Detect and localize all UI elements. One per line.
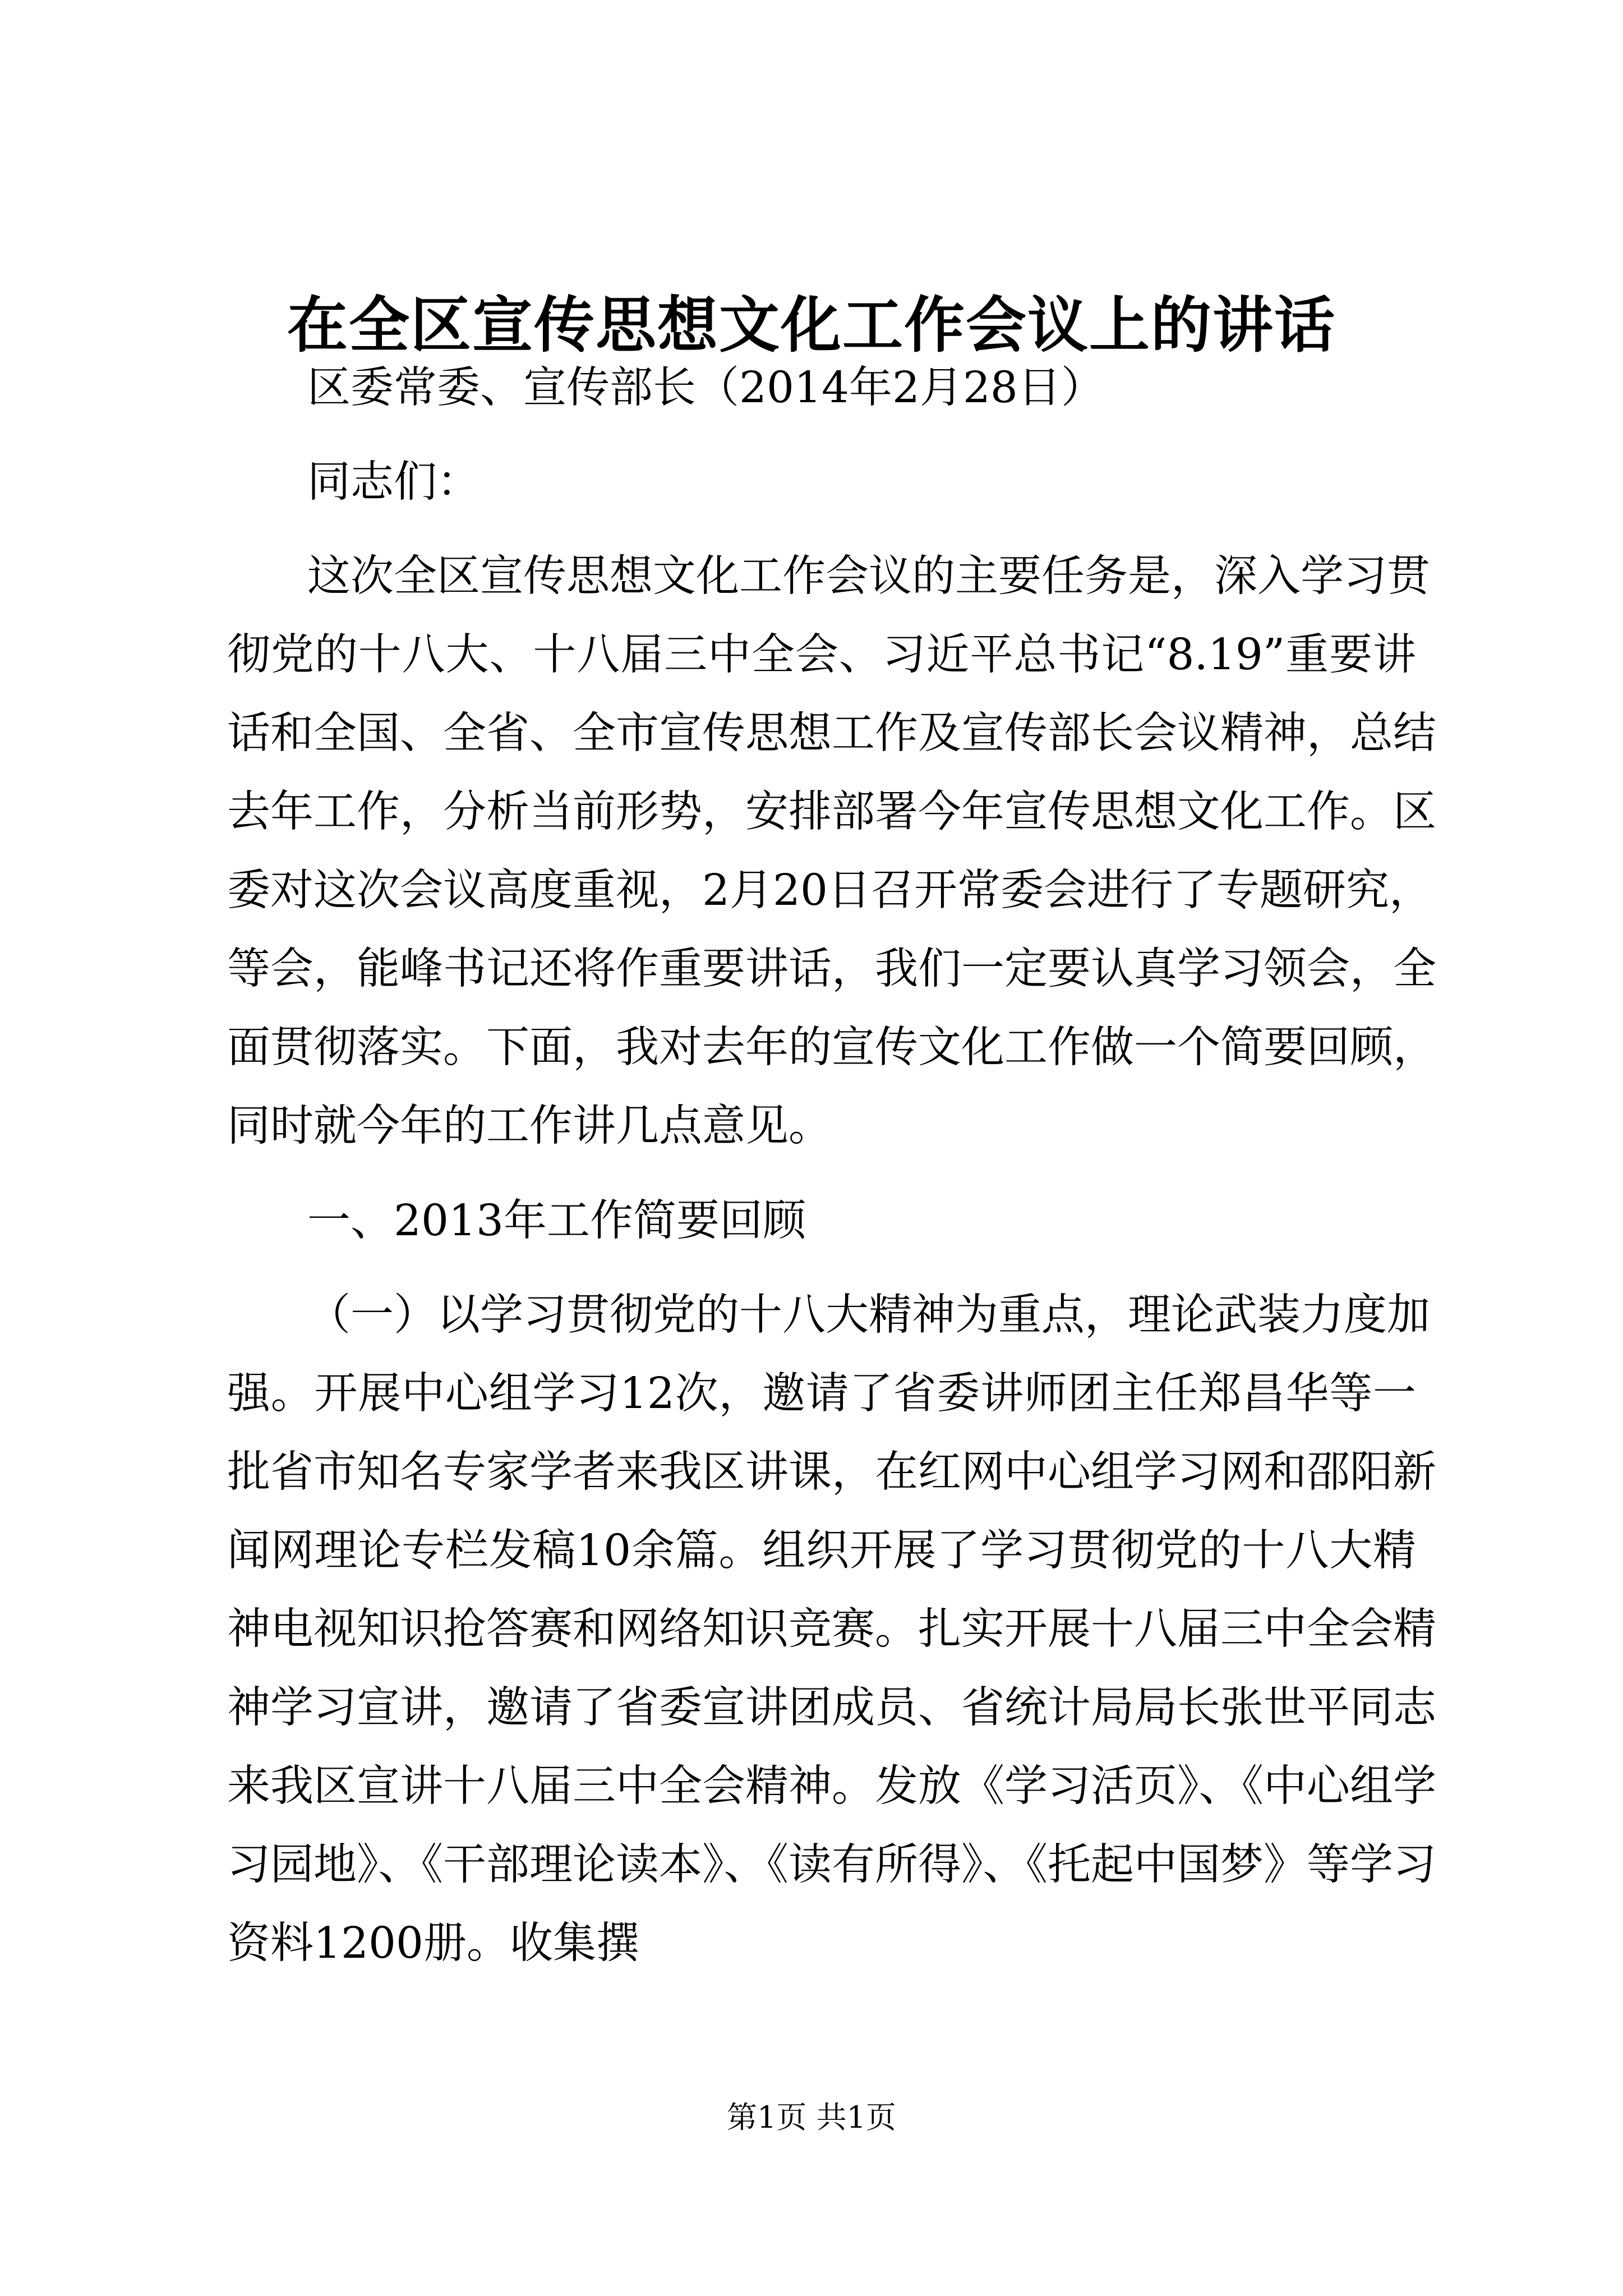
paragraph-line: 面贯彻落实。下面，我对去年的宣传文化工作做一个简要回顾， — [227, 1023, 1436, 1073]
paragraph-line: 资料1200册。收集撰 — [227, 1918, 639, 1968]
paragraph-line: 这次全区宣传思想文化工作会议的主要任务是，深入学习贯 — [307, 551, 1430, 601]
paragraph-line: （一）以学习贯彻党的十八大精神为重点，理论武装力度加 — [307, 1290, 1430, 1340]
page-footer: 第1页 共1页 — [727, 2100, 896, 2135]
paragraph-line: 习园地》、《干部理论读本》、《读有所得》、《托起中国梦》等学习 — [227, 1840, 1436, 1890]
paragraph-line: 彻党的十八大、十八届三中全会、习近平总书记“8.19”重要讲 — [227, 630, 1416, 680]
paragraph-line: 闻网理论专栏发稿10余篇。组织开展了学习贯彻党的十八大精 — [227, 1526, 1416, 1576]
salutation: 同志们： — [307, 457, 480, 507]
section-heading: 一、2013年工作简要回顾 — [307, 1196, 806, 1246]
paragraph-line: 同时就今年的工作讲几点意见。 — [227, 1101, 832, 1151]
byline: 区委常委、宣传部长（2014年2月28日） — [307, 363, 1104, 413]
paragraph-line: 强。开展中心组学习12次，邀请了省委讲师团主任郑昌华等一 — [227, 1369, 1416, 1419]
paragraph-line: 等会，能峰书记还将作重要讲话，我们一定要认真学习领会，全 — [227, 944, 1436, 994]
paragraph-line: 神电视知识抢答赛和网络知识竞赛。扎实开展十八届三中全会精 — [227, 1604, 1436, 1654]
document-title: 在全区宣传思想文化工作会议上的讲话 — [287, 290, 1336, 361]
paragraph-line: 去年工作，分析当前形势，安排部署今年宣传思想文化工作。区 — [227, 787, 1436, 837]
paragraph-line: 神学习宣讲，邀请了省委宣讲团成员、省统计局局长张世平同志 — [227, 1683, 1436, 1733]
paragraph-line: 委对这次会议高度重视，2月20日召开常委会进行了专题研究， — [227, 866, 1432, 915]
paragraph-line: 来我区宣讲十八届三中全会精神。发放《学习活页》、《中心组学 — [227, 1761, 1436, 1811]
paragraph-line: 批省市知名专家学者来我区讲课，在红网中心组学习网和邵阳新 — [227, 1447, 1436, 1497]
paragraph-line: 话和全国、全省、全市宣传思想工作及宣传部长会议精神，总结 — [227, 708, 1436, 758]
